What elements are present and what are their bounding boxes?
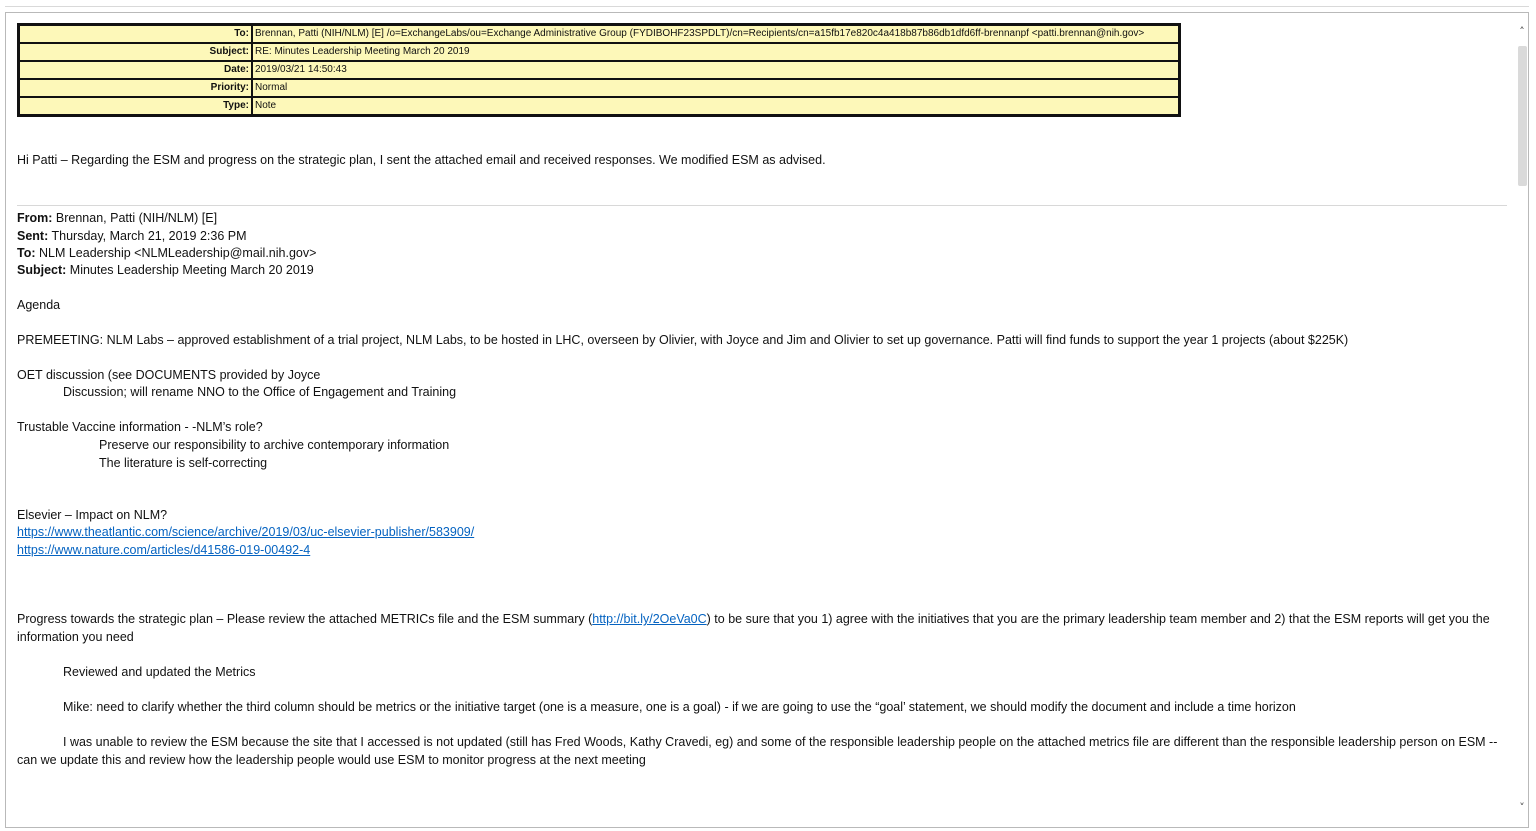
header-row-to <box>19 25 1179 43</box>
header-value: RE: Minutes Leadership Meeting March 20 2019 <box>252 43 1179 61</box>
header-row-type <box>19 97 1179 115</box>
to-label: To: <box>17 246 36 260</box>
oet-title: OET discussion (see DOCUMENTS provided by Joyce <box>17 368 321 382</box>
header-key: Subject: <box>19 43 252 61</box>
forwarded-subject <box>17 262 1505 280</box>
progress-paragraph <box>17 611 1505 646</box>
header-value: Normal <box>252 79 1179 97</box>
forwarded-sent <box>17 228 1505 246</box>
header-key: To: <box>19 25 252 43</box>
sent-label: Sent: <box>17 229 49 243</box>
elsevier-title: Elsevier – Impact on NLM? <box>17 508 168 522</box>
progress-text-end: ) to be sure that you 1) agree with the initiatives that you are the primary leadership team member and 2) that the ESM reports will get you the information you need <box>17 612 1490 644</box>
mike-note: Mike: need to clarify whether the third column should be metrics or the initiative target (one is a measure, one is a goal) - if we are going to use the “goal’ statement, we should modify the document and include a time horizon <box>63 700 1296 714</box>
vertical-scrollbar[interactable] <box>1515 24 1529 814</box>
scroll-down-icon[interactable]: ˅ <box>1519 800 1525 814</box>
subject-value: Minutes Leadership Meeting March 20 2019 <box>66 263 314 277</box>
header-value: Note <box>252 97 1179 115</box>
to-value: NLM Leadership <NLMLeadership@mail.nih.gov> <box>35 246 317 260</box>
header-key: Priority: <box>19 79 252 97</box>
scroll-up-icon[interactable]: ˄ <box>1519 24 1525 38</box>
vaccine-note-1: Preserve our responsibility to archive contemporary information <box>99 438 450 452</box>
header-row-subject <box>19 43 1179 61</box>
header-value: 2019/03/21 14:50:43 <box>252 61 1179 79</box>
agenda-heading: Agenda <box>17 298 61 312</box>
vaccine-title: Trustable Vaccine information - -NLM’s role? <box>17 420 263 434</box>
email-header-table <box>17 23 1181 117</box>
atlantic-link[interactable]: https://www.theatlantic.com/science/archive/2019/03/uc-elsevier-publisher/583909/ <box>17 525 475 539</box>
header-key: Date: <box>19 61 252 79</box>
progress-text-start: Progress towards the strategic plan – Please review the attached METRICs file and the ESM summary ( <box>17 612 593 626</box>
separator-line <box>17 205 1507 206</box>
sent-value: Thursday, March 21, 2019 2:36 PM <box>48 229 247 243</box>
header-key: Type: <box>19 97 252 115</box>
top-divider <box>5 6 1529 7</box>
vaccine-note-2: The literature is self-correcting <box>99 456 268 470</box>
forwarded-from <box>17 210 1505 228</box>
forwarded-to <box>17 245 1505 263</box>
reply-body: Hi Patti – Regarding the ESM and progress on the strategic plan, I sent the attached email and received responses. We modified ESM as advised. <box>17 153 826 167</box>
oet-note: Discussion; will rename NNO to the Office of Engagement and Training <box>63 385 457 399</box>
header-row-priority <box>19 79 1179 97</box>
header-value: Brennan, Patti (NIH/NLM) [E] /o=ExchangeLabs/ou=Exchange Administrative Group (FYDIBOHF23SPDLT)/cn=Recipients/cn=a15fb17e820c4a418b87b86db1dfd6ff-brennanpf <patti.brennan@nih.gov> <box>252 25 1179 43</box>
reviewed-note: Reviewed and updated the Metrics <box>63 665 256 679</box>
subject-label: Subject: <box>17 263 67 277</box>
atlantic-link-row <box>17 524 1505 542</box>
scroll-thumb[interactable] <box>1518 46 1527 186</box>
nature-link[interactable]: https://www.nature.com/articles/d41586-019-00492-4 <box>17 543 311 557</box>
unable-note: I was unable to review the ESM because the site that I accessed is not updated (still has Fred Woods, Kathy Cravedi, eg) and some of the responsible leadership people on the attached metrics file are different than the responsible leadership person on ESM -- can we update this and review how the leadership people would use ESM to monitor progress at the next meeting <box>17 735 1498 767</box>
from-value: Brennan, Patti (NIH/NLM) [E] <box>52 211 218 225</box>
nature-link-row <box>17 542 1505 560</box>
premeeting-text: PREMEETING: NLM Labs – approved establishment of a trial project, NLM Labs, to be hosted in LHC, overseen by Olivier, with Joyce and Jim and Olivier to set up governance. Patti will find funds to support the year 1 projects (about $225K) <box>17 333 1349 347</box>
from-label: From: <box>17 211 53 225</box>
header-row-date <box>19 61 1179 79</box>
esm-summary-link[interactable]: http://bit.ly/2OeVa0C <box>592 612 707 626</box>
